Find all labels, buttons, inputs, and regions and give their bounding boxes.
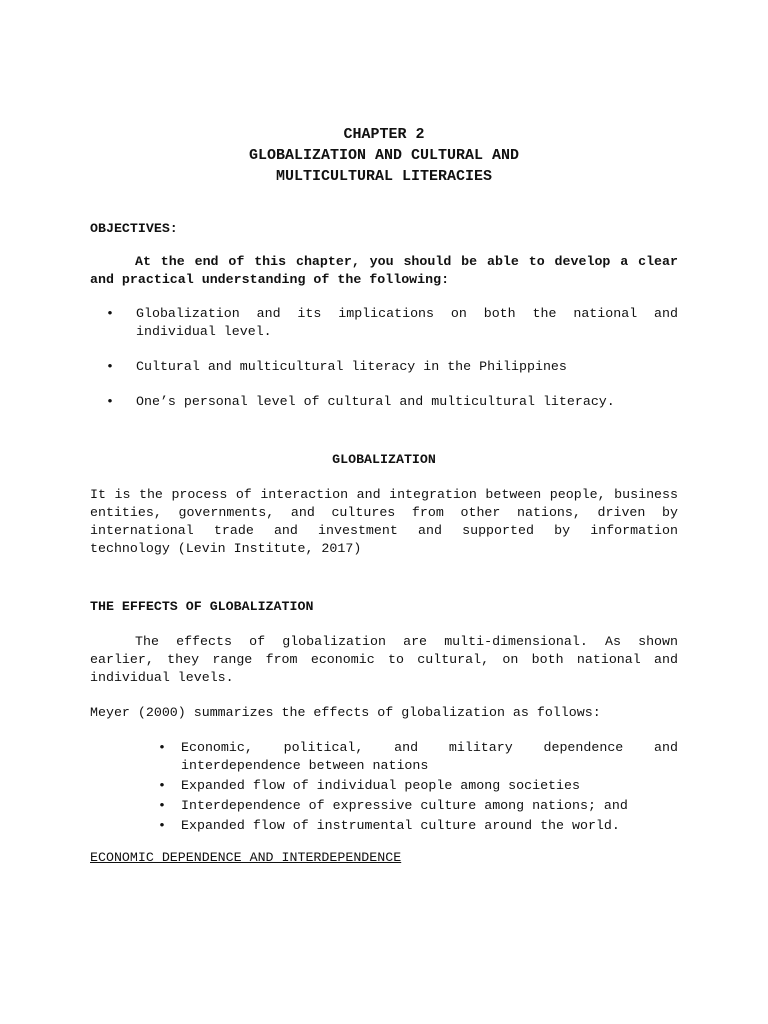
objective-text: Globalization and its implications on both the national and individual level.: [136, 306, 678, 339]
bullet-icon: •: [106, 306, 114, 321]
effects-heading: THE EFFECTS OF GLOBALIZATION: [90, 599, 314, 614]
list-item: [90, 393, 678, 411]
list-item: [90, 777, 678, 795]
objectives-heading: OBJECTIVES:: [90, 221, 178, 236]
chapter-title-line-1: GLOBALIZATION AND CULTURAL AND: [248, 147, 520, 164]
effects-list: [90, 739, 678, 835]
objectives-lead: At the end of this chapter, you should be able to develop a clear and practical understanding of the following:: [90, 254, 678, 287]
list-item: [90, 797, 678, 815]
effect-text: Interdependence of expressive culture among nations; and: [181, 798, 628, 813]
effect-text: Expanded flow of instrumental culture around the world.: [181, 818, 620, 833]
bullet-icon: •: [158, 798, 166, 813]
effects-summary: Meyer (2000) summarizes the effects of globalization as follows:: [90, 705, 601, 720]
list-item: [90, 739, 678, 775]
bullet-icon: •: [158, 740, 166, 755]
bullet-icon: •: [158, 778, 166, 793]
objectives-list: [90, 305, 678, 411]
list-item: [90, 305, 678, 341]
effect-text: Expanded flow of individual people among societies: [181, 778, 580, 793]
chapter-title-line-2: MULTICULTURAL LITERACIES: [275, 168, 493, 185]
chapter-title-block: [90, 124, 678, 187]
economic-dependence-heading: ECONOMIC DEPENDENCE AND INTERDEPENDENCE: [90, 850, 402, 865]
chapter-number: CHAPTER 2: [343, 126, 425, 143]
globalization-definition: It is the process of interaction and integration between people, business entities, governments, and cultures from other nations, driven by international trade and investment and supported by information technology (Levin Institute, 2017): [90, 487, 678, 556]
list-item: [90, 817, 678, 835]
document-page: [90, 124, 678, 867]
bullet-icon: •: [106, 359, 114, 374]
globalization-heading: GLOBALIZATION: [332, 452, 436, 467]
objective-text: One’s personal level of cultural and multicultural literacy.: [136, 394, 615, 409]
bullet-icon: •: [158, 818, 166, 833]
objective-text: Cultural and multicultural literacy in the Philippines: [136, 359, 567, 374]
effect-text: Economic, political, and military dependence and interdependence between nations: [181, 740, 678, 773]
bullet-icon: •: [106, 394, 114, 409]
list-item: [90, 358, 678, 376]
effects-intro: The effects of globalization are multi-dimensional. As shown earlier, they range from economic to cultural, on both national and individual levels.: [90, 634, 678, 685]
